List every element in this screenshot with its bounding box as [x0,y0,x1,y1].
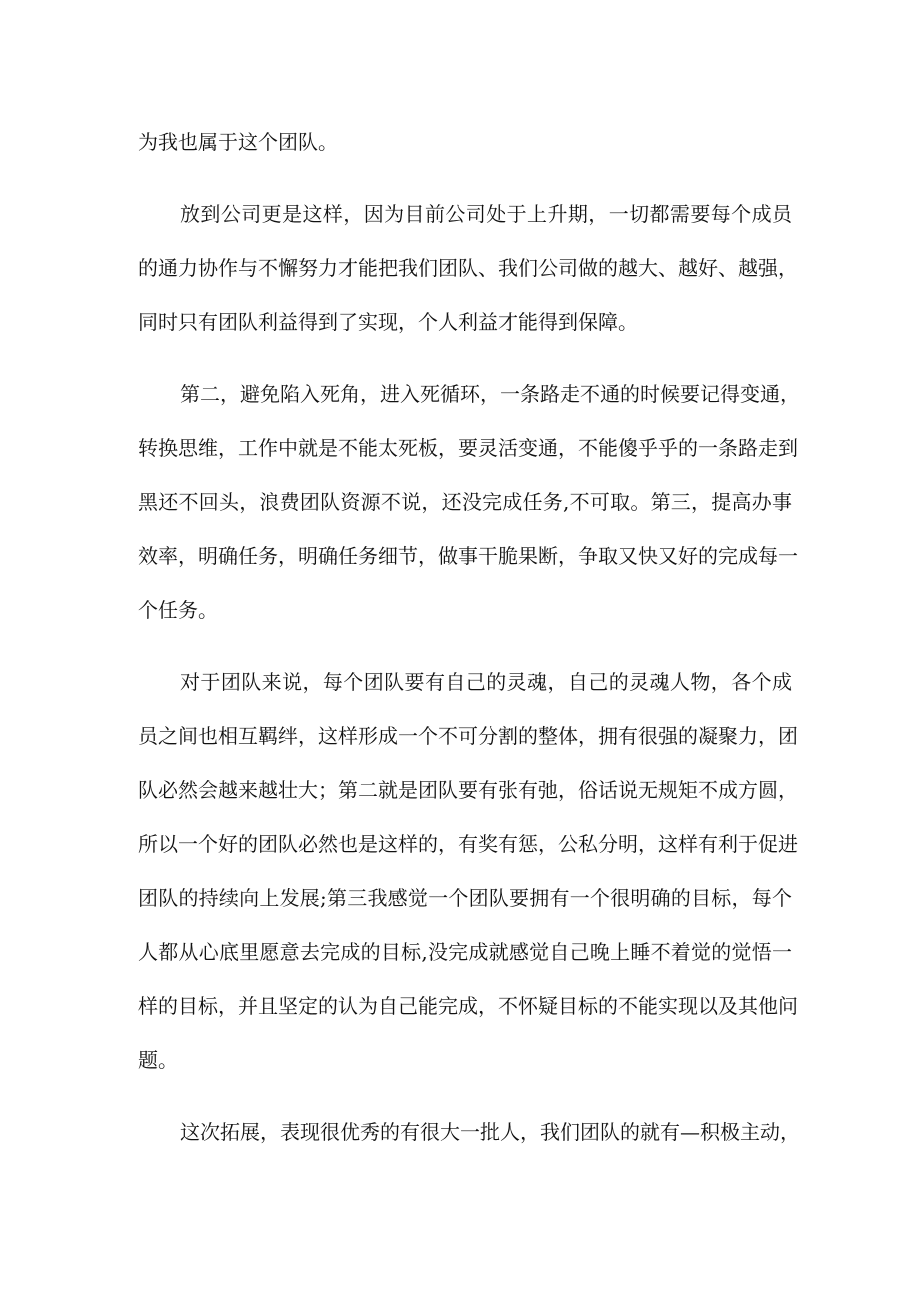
paragraph-4-line-3: 队必然会越来越壮大；第二就是团队要有张有弛，俗话说无规矩不成方圆， [138,778,798,802]
paragraph-3-line-3: 黑还不回头，浪费团队资源不说，还没完成任务,不可取。第三，提高办事 [138,490,792,514]
paragraph-3-line-5: 个任务。 [138,598,218,622]
paragraph-4-line-7: 样的目标，并且坚定的认为自己能完成，不怀疑目标的不能实现以及其他问 [138,994,798,1018]
paragraph-4-line-1: 对于团队来说，每个团队要有自己的灵魂，自己的灵魂人物，各个成 [180,670,792,694]
paragraph-4-line-5: 团队的持续向上发展;第三我感觉一个团队要拥有一个很明确的目标，每个 [138,886,792,910]
paragraph-2-line-2: 的通力协作与不懈努力才能把我们团队、我们公司做的越大、越好、越强， [138,256,798,280]
paragraph-3-line-1: 第二，避免陷入死角，进入死循环，一条路走不通的时候要记得变通， [180,382,800,406]
paragraph-2-line-1: 放到公司更是这样，因为目前公司处于上升期，一切都需要每个成员 [180,202,792,226]
paragraph-4-line-4: 所以一个好的团队必然也是这样的，有奖有惩，公私分明，这样有利于促进 [138,832,798,856]
paragraph-3-line-2: 转换思维，工作中就是不能太死板，要灵活变通，不能傻乎乎的一条路走到 [138,436,798,460]
paragraph-4-line-6: 人都从心底里愿意去完成的目标,没完成就感觉自己晚上睡不着觉的觉悟一 [138,940,792,964]
paragraph-4-line-8: 题。 [138,1048,178,1072]
paragraph-1-line-1: 为我也属于这个团队。 [138,130,338,154]
paragraph-5-line-1: 这次拓展，表现很优秀的有很大一批人，我们团队的就有—积极主动， [180,1120,800,1144]
paragraph-4-line-2: 员之间也相互羁绊，这样形成一个不可分割的整体，拥有很强的凝聚力，团 [138,724,798,748]
paragraph-2-line-3: 同时只有团队利益得到了实现，个人利益才能得到保障。 [138,310,638,334]
paragraph-3-line-4: 效率，明确任务，明确任务细节，做事干脆果断，争取又快又好的完成每一 [138,544,798,568]
